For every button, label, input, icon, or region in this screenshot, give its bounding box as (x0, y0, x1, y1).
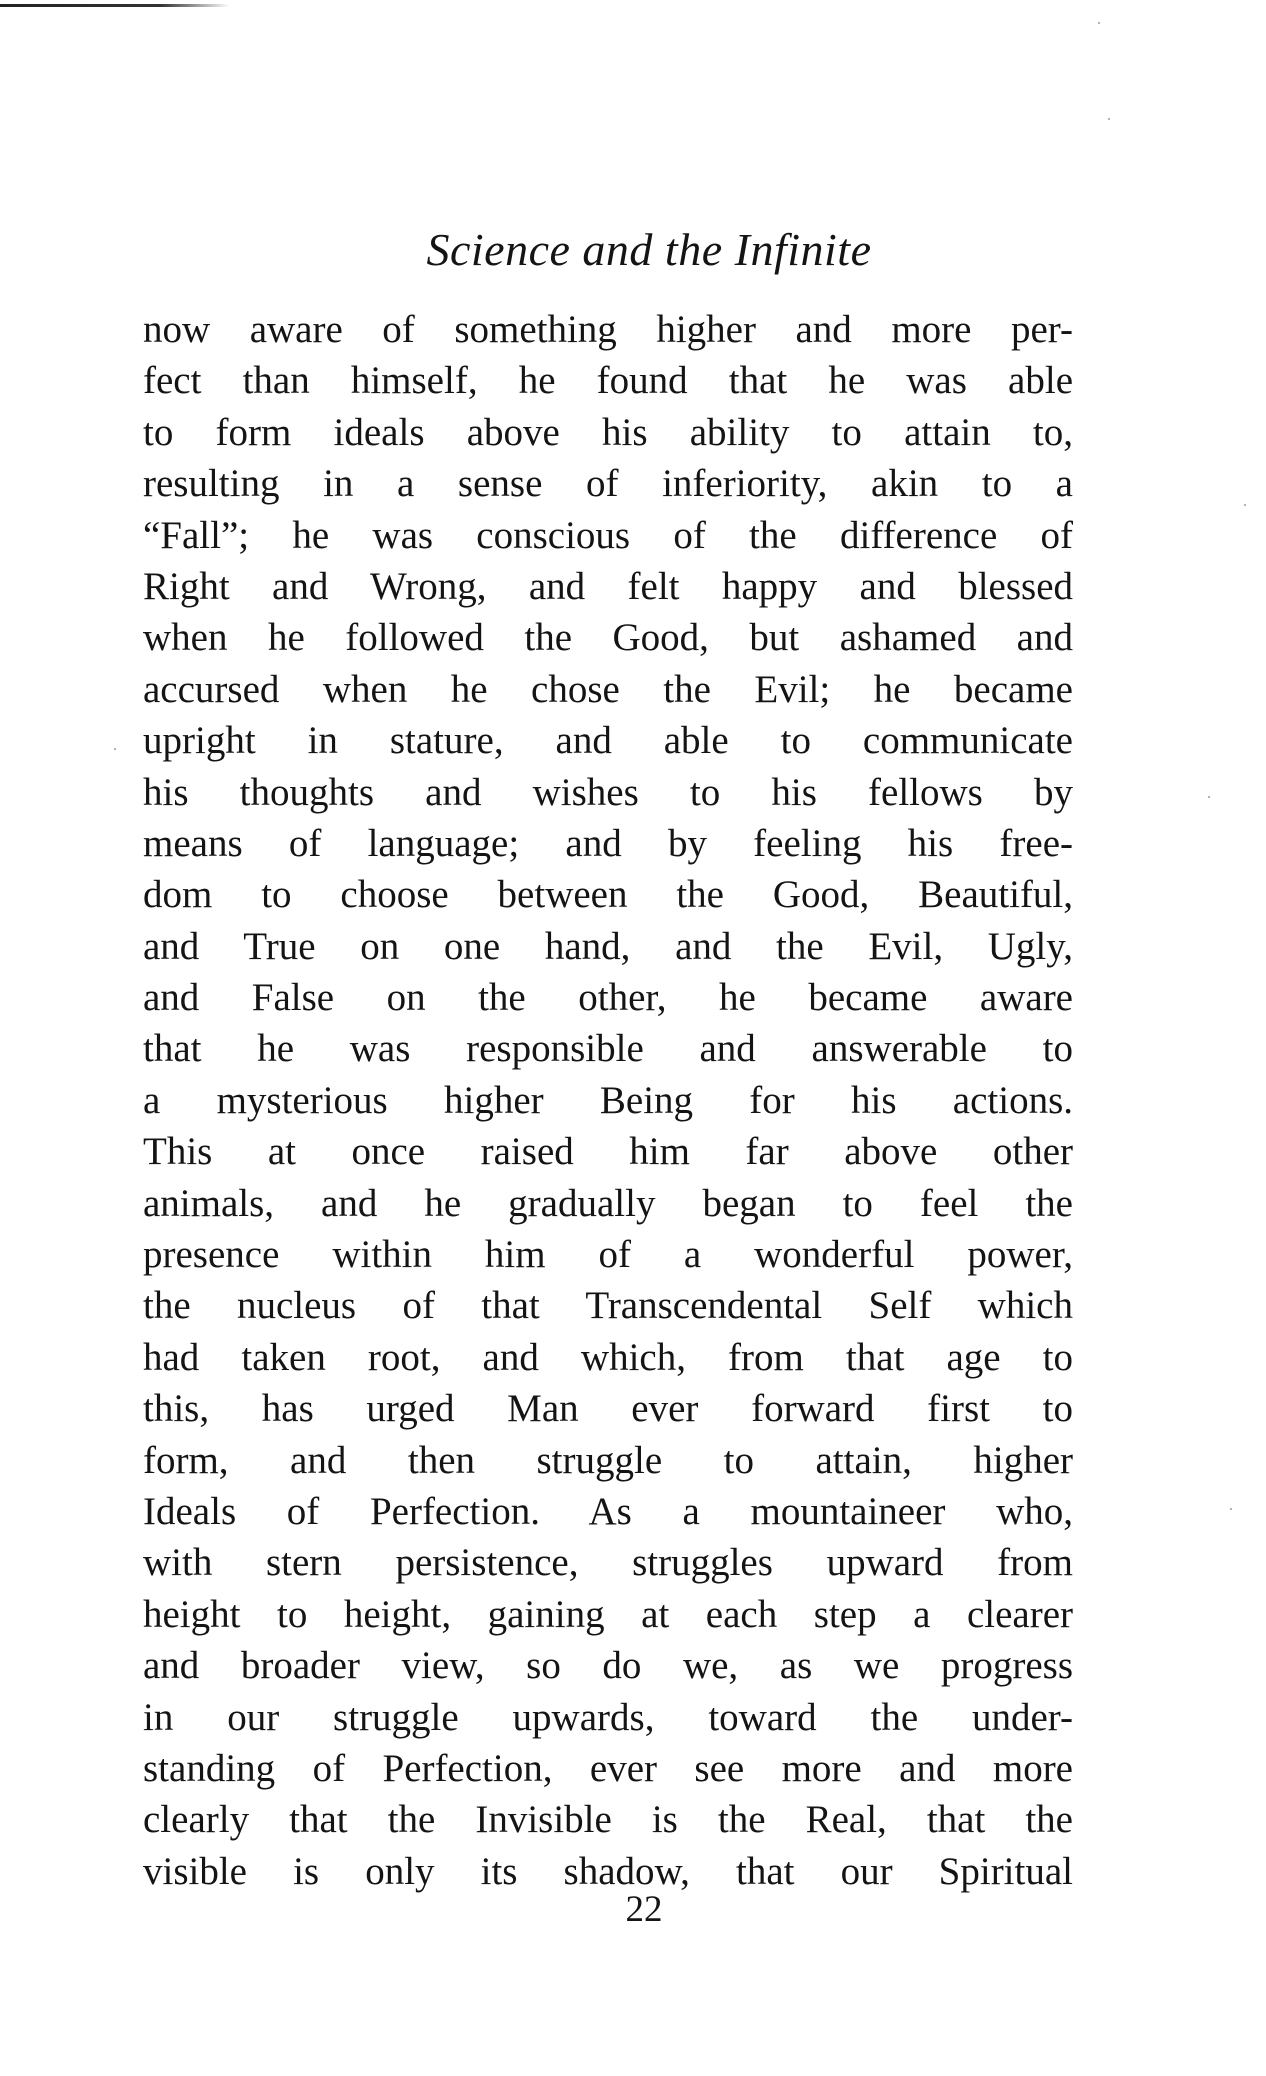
text-line: accursed when he chose the Evil; he became (143, 667, 1073, 711)
text-line: clearly that the Invisible is the Real, that the (143, 1798, 1073, 1842)
text-line: with stern persistence, struggles upward from (143, 1541, 1073, 1585)
text-line: when he followed the Good, but ashamed and (143, 616, 1073, 660)
text-line: presence within him of a wonderful power, (143, 1233, 1073, 1277)
text-line: resulting in a sense of inferiority, akin to a (143, 462, 1073, 506)
page-number: 22 (625, 1889, 663, 1930)
text-line: in our struggle upwards, toward the under- (143, 1695, 1073, 1739)
text-line: visible is only its shadow, that our Spiritual (143, 1849, 1073, 1893)
text-line: form, and then struggle to attain, higher (143, 1438, 1073, 1482)
text-line: This at once raised him far above other (143, 1130, 1073, 1174)
text-line: standing of Perfection, ever see more and more (143, 1746, 1073, 1790)
paper-speck (1208, 796, 1210, 798)
text-line: height to height, gaining at each step a clearer (143, 1592, 1073, 1636)
paper-speck (114, 748, 116, 750)
text-line: now aware of something higher and more per- (143, 308, 1073, 351)
text-line: and False on the other, he became aware (143, 976, 1073, 1020)
text-line: had taken root, and which, from that age to (143, 1335, 1073, 1379)
text-line: fect than himself, he found that he was able (143, 359, 1073, 403)
text-line: means of language; and by feeling his free- (143, 821, 1073, 865)
text-line: the nucleus of that Transcendental Self which (143, 1284, 1073, 1328)
text-line: and True on one hand, and the Evil, Ugly, (143, 924, 1073, 968)
text-line: that he was responsible and answerable to (143, 1027, 1073, 1071)
paper-speck (1244, 504, 1246, 506)
text-line: “Fall”; he was conscious of the difference of (143, 513, 1073, 557)
paper-speck (1108, 118, 1110, 120)
text-line: his thoughts and wishes to his fellows by (143, 770, 1073, 814)
text-line: a mysterious higher Being for his actions. (143, 1078, 1073, 1122)
paper-speck (1230, 1508, 1232, 1510)
text-line: animals, and he gradually began to feel the (143, 1181, 1073, 1225)
scan-edge-rule (0, 4, 230, 7)
paper-speck (1098, 22, 1100, 24)
running-head: Science and the Infinite (426, 224, 872, 275)
text-line: to form ideals above his ability to attain to, (143, 410, 1073, 454)
text-line: Ideals of Perfection. As a mountaineer who, (143, 1489, 1073, 1533)
text-line: upright in stature, and able to communicate (143, 719, 1073, 763)
body-text (143, 304, 1073, 1897)
text-line: Right and Wrong, and felt happy and blessed (143, 564, 1073, 608)
text-line: and broader view, so do we, as we progress (143, 1644, 1073, 1688)
text-line: this, has urged Man ever forward first to (143, 1387, 1073, 1431)
text-line: dom to choose between the Good, Beautiful, (143, 873, 1073, 917)
